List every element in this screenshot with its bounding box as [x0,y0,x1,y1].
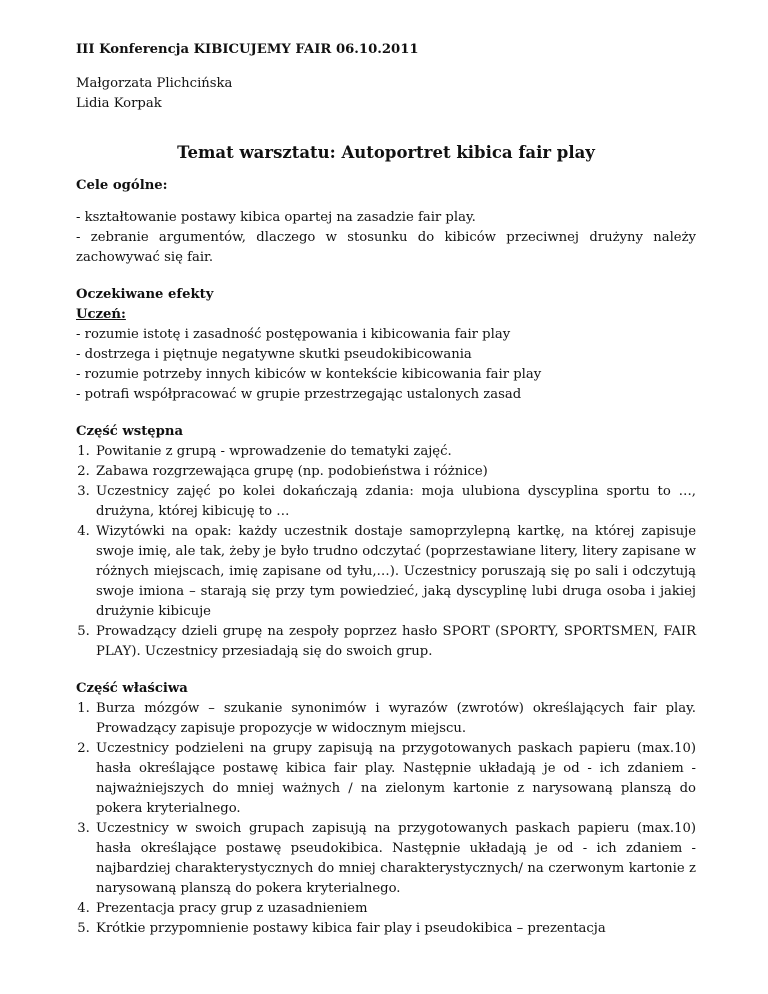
intro-item: 4. Wizytówki na opak: każdy uczestnik dostaje samoprzylepną kartkę, na której zapisuje swoje imię, ale tak, żeby je było trudno odczytać (poprzestawiane litery, litery zapisane w różnych miejscach, imię zapisane od tyłu,…). Uczestnicy poruszają się po sali i odczytują swoje imiona – starają się przy tym powiedzieć, jaką dyscyplinę lubi druga osoba i jakiej drużynie kibicuje [94,522,696,622]
main-heading: Część właściwa [76,681,188,696]
goals-heading: Cele ogólne: [76,178,168,193]
effect-line: - rozumie istotę i zasadność postępowania i kibicowania fair play [76,327,511,342]
main-item: 2. Uczestnicy podzieleni na grupy zapisują na przygotowanych paskach papieru (max.10) hasła określające postawę kibica fair play. Następnie układają je od - ich zdaniem - najważniejszych do mniej ważnych / na zielonym kartonie z narysowaną planszą do pokera kryterialnego. [94,739,696,819]
main-item: 3. Uczestnicy w swoich grupach zapisują na przygotowanych paskach papieru (max.10) hasła określające postawę pseudokibica. Następnie układają je od - ich zdaniem - najbardziej charakterystycznych do mniej charakterystycznych/ na czerwonym kartonie z narysowaną planszą do pokera kryterialnego. [94,819,696,899]
effect-line: - rozumie potrzeby innych kibiców w kontekście kibicowania fair play [76,367,542,382]
goal-line: - zebranie argumentów, dlaczego w stosunku do kibiców przeciwnej drużyny należy zachowywać się fair. [76,230,696,265]
effects-list [76,325,696,405]
effect-line: - potrafi współpracować w grupie przestrzegając ustalonych zasad [76,387,522,402]
main-item: 4. Prezentacja pracy grup z uzasadnieniem [94,899,696,919]
effects-subheading: Uczeń: [76,307,126,322]
main-list [76,699,696,939]
intro-item: 1. Powitanie z grupą - wprowadzenie do tematyki zajęć. [94,442,696,462]
authors-block [76,74,696,114]
author-name: Lidia Korpak [76,96,162,111]
intro-item: 5. Prowadzący dzieli grupę na zespoły poprzez hasło SPORT (SPORTY, SPORTSMEN, FAIR PLAY). Uczestnicy przesiadają się do swoich grup. [94,622,696,662]
conference-header: III Konferencja KIBICUJEMY FAIR 06.10.2011 [76,42,419,57]
effects-heading: Oczekiwane efekty [76,287,214,302]
main-item: 1. Burza mózgów – szukanie synonimów i wyrazów (zwrotów) określających fair play. Prowadzący zapisuje propozycje w widocznym miejscu. [94,699,696,739]
main-item: 5. Krótkie przypomnienie postawy kibica fair play i pseudokibica – prezentacja [94,919,696,939]
intro-heading: Część wstępna [76,424,184,439]
document-page [76,40,696,939]
intro-item: 2. Zabawa rozgrzewająca grupę (np. podobieństwa i różnice) [94,462,696,482]
goal-line: - kształtowanie postawy kibica opartej na zasadzie fair play. [76,210,476,225]
workshop-title: Temat warsztatu: Autoportret kibica fair play [177,143,595,162]
effect-line: - dostrzega i piętnuje negatywne skutki pseudokibicowania [76,347,472,362]
intro-item: 3. Uczestnicy zajęć po kolei dokańczają zdania: moja ulubiona dyscyplina sportu to …, drużyna, której kibicuję to … [94,482,696,522]
goals-list [76,208,696,268]
intro-list [76,442,696,662]
author-name: Małgorzata Plichcińska [76,76,233,91]
